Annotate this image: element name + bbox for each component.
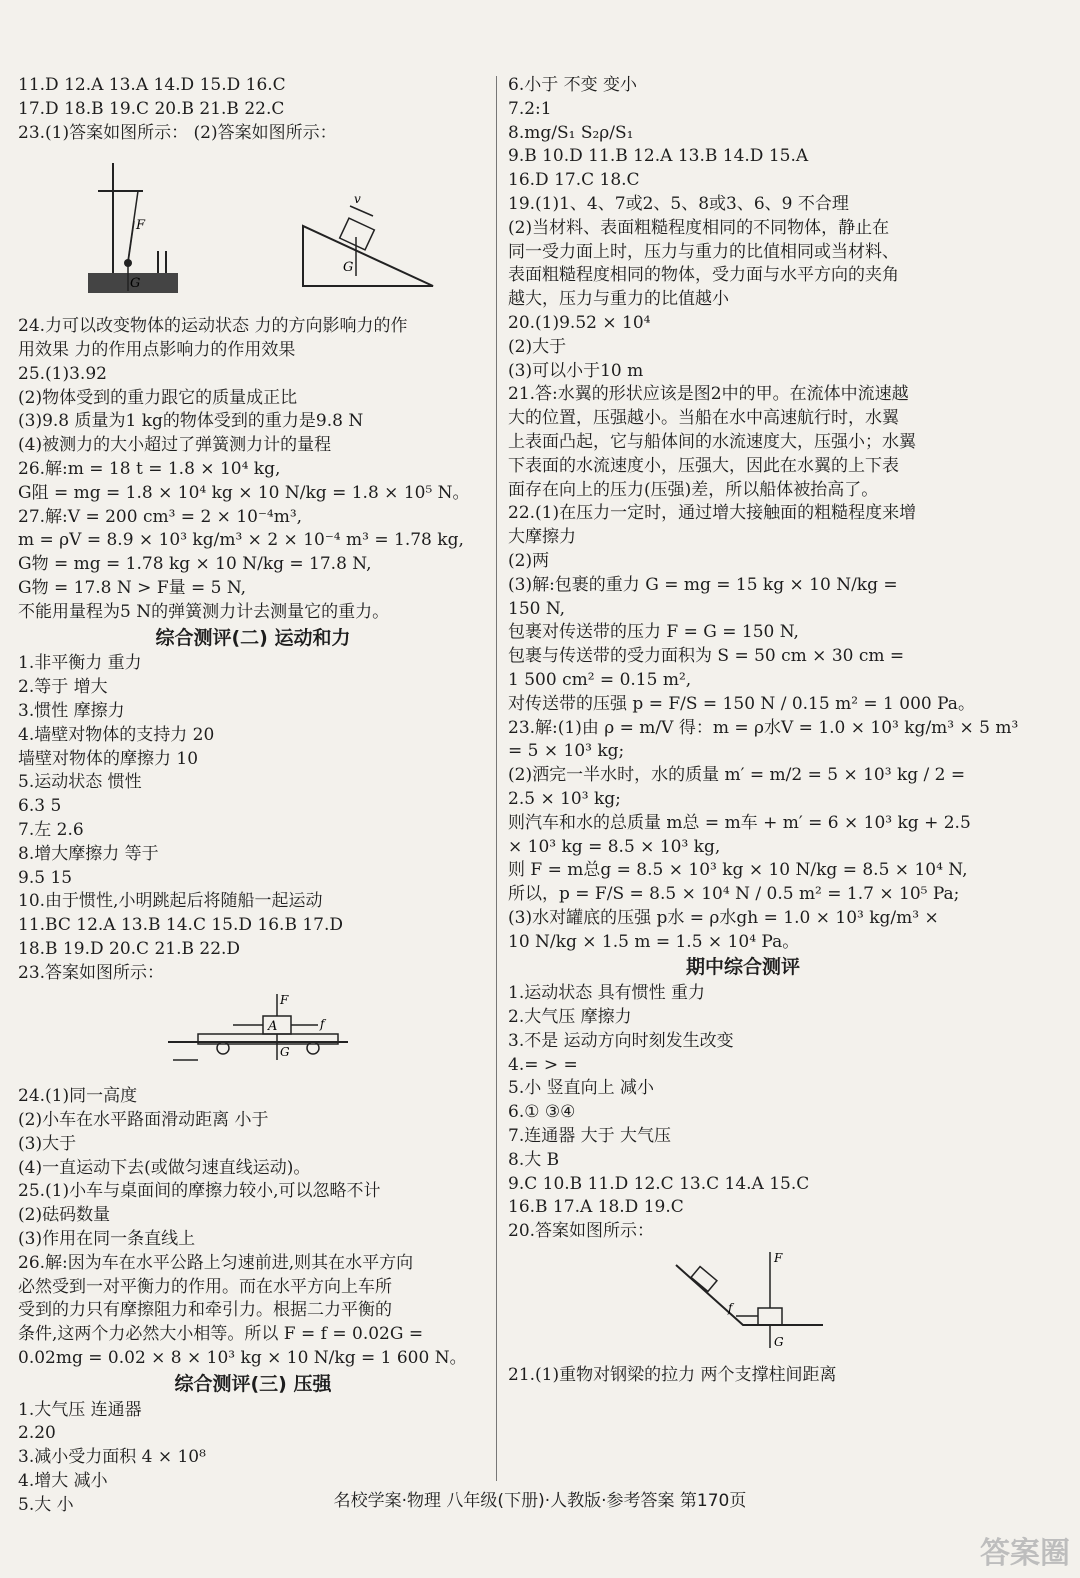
answer-line: 大摩擦力 <box>508 527 576 548</box>
answer-line: 11.D 12.A 13.A 14.D 15.D 16.C <box>18 75 286 95</box>
svg-text:f: f <box>728 1301 733 1316</box>
answer-line: (2)大于 <box>508 336 567 357</box>
answer-line: (2)洒完一半水时，水的质量 m′ = m/2 = 5 × 10³ kg / 2 = <box>508 765 966 786</box>
answer-line: (2)物体受到的重力跟它的质量成正比 <box>18 387 298 408</box>
answer-line: 则汽车和水的总质量 m总 = m车 + m′ = 6 × 10³ kg + 2.5 <box>508 812 971 833</box>
answer-line: 面存在向上的压力(压强)差，所以船体被抬高了。 <box>508 479 879 500</box>
answer-line: 18.B 19.D 20.C 21.B 22.D <box>18 938 241 959</box>
answer-line: 越大，压力与重力的比值越小 <box>508 289 729 310</box>
answer-line: G物 = 17.8 N > F量 = 5 N, <box>18 577 247 598</box>
answer-line: 23.解:(1)由 ρ = m/V 得：m = ρ水V = 1.0 × 10³ kg/m³ × 5 m³ <box>508 717 1019 738</box>
answer-line: 19.(1)1、4、7或2、5、8或3、6、9 不合理 <box>508 193 849 214</box>
answer-line: (3)解:包裹的重力 G = mg = 15 kg × 10 N/kg = <box>508 574 898 595</box>
svg-text:G: G <box>130 276 141 292</box>
answer-line: (3)水对罐底的压强 p水 = ρ水gh = 1.0 × 10³ kg/m³ × <box>508 907 939 928</box>
answer-line: 10.由于惯性,小明跳起后将随船一起运动 <box>18 891 323 912</box>
answer-line: 11.BC 12.A 13.B 14.C 15.D 16.B 17.D <box>18 915 344 936</box>
answer-line: 5.大 小 <box>18 1494 74 1515</box>
answer-line: 20.(1)9.52 × 10⁴ <box>508 312 651 333</box>
watermark-logo: 答案圈 <box>980 1536 1070 1571</box>
answer-line: 条件,这两个力必然大小相等。所以 F = f = 0.02G = <box>18 1324 424 1345</box>
answer-line: 22.(1)在压力一定时，通过增大接触面的粗糙程度来增 <box>508 503 917 524</box>
answer-line: G物 = mg = 1.78 kg × 10 N/kg = 17.8 N, <box>18 554 372 575</box>
answer-line: 24.(1)同一高度 <box>18 1086 138 1107</box>
answer-line: (2)砝码数量 <box>18 1205 111 1226</box>
answer-line: 上表面凸起，它与船体间的水流速度大，压强小；水翼 <box>508 431 916 452</box>
answer-line: 20.答案如图所示： <box>508 1221 655 1242</box>
answer-line: 表面粗糙程度相同的物体，受力面与水平方向的夹角 <box>508 265 899 286</box>
answer-line: 27.解:V = 200 cm³ = 2 × 10⁻⁴m³, <box>18 506 303 527</box>
answer-line: 25.(1)3.92 <box>18 363 107 384</box>
answer-line: 5.小 竖直向上 减小 <box>508 1078 655 1099</box>
column-divider <box>496 76 497 1481</box>
answer-line: 9.5 15 <box>18 867 73 888</box>
answer-line: 4.= > = <box>508 1054 578 1075</box>
answer-line: 1 500 cm² = 0.15 m², <box>508 669 692 690</box>
answer-line: 16.B 17.A 18.D 19.C <box>508 1197 684 1218</box>
svg-text:G: G <box>280 1044 290 1059</box>
answer-line: 下表面的水流速度小，压强大，因此在水翼的上下表 <box>508 455 899 476</box>
answer-line: 8.mg/S₁ S₂ρ/S₁ <box>508 122 634 143</box>
figure-cart-forces <box>18 992 488 1080</box>
svg-text:G: G <box>774 1335 784 1350</box>
answer-line: (2)两 <box>508 550 550 571</box>
answer-line: (3)大于 <box>18 1133 77 1154</box>
figure-23-diagrams <box>18 151 488 309</box>
section-title: 期中综合测评 <box>685 956 800 979</box>
svg-text:F: F <box>774 1251 783 1266</box>
section-title: 综合测评(二) 运动和力 <box>155 626 351 649</box>
page-footer: 名校学案·物理 八年级(下册)·人教版·参考答案 第170页 <box>333 1491 747 1511</box>
answer-line: 墙壁对物体的摩擦力 10 <box>18 748 199 769</box>
answer-line: 9.C 10.B 11.D 12.C 13.C 14.A 15.C <box>508 1173 810 1194</box>
answer-line: 2.等于 增大 <box>18 677 108 698</box>
answer-line: 对传送带的压强 p = F/S = 150 N / 0.15 m² = 1 000 Pa。 <box>508 693 975 714</box>
answer-line: 3.减小受力面积 4 × 10⁸ <box>18 1447 206 1468</box>
answer-line: 24.力可以改变物体的运动状态 力的方向影响力的作 <box>18 316 408 337</box>
answer-line: (4)被测力的大小超过了弹簧测力计的量程 <box>18 435 332 456</box>
answer-line: 则 F = m总g = 8.5 × 10³ kg × 10 N/kg = 8.5 × 10⁴ N, <box>508 860 968 881</box>
answer-line: 6.3 5 <box>18 796 62 817</box>
section-title: 综合测评(三) 压强 <box>174 1372 332 1395</box>
answer-line: 7.连通器 大于 大气压 <box>508 1126 672 1147</box>
answer-line: 1.大气压 连通器 <box>18 1399 142 1420</box>
answer-line: 5.运动状态 惯性 <box>18 772 142 793</box>
answer-line: 包裹与传送带的受力面积为 S = 50 cm × 30 cm = <box>508 646 905 667</box>
svg-text:f: f <box>320 1016 325 1031</box>
answer-line: 21.(1)重物对钢梁的拉力 两个支撑柱间距离 <box>508 1364 837 1385</box>
answer-line: 0.02mg = 0.02 × 8 × 10³ kg × 10 N/kg = 1 600 N。 <box>18 1348 467 1369</box>
answer-line: 1.运动状态 具有惯性 重力 <box>508 983 706 1004</box>
answer-line: 不能用量程为5 N的弹簧测力计去测量它的重力。 <box>18 601 390 622</box>
answer-line: 所以，p = F/S = 8.5 × 10⁴ N / 0.5 m² = 1.7 × 10⁵ Pa; <box>508 884 960 905</box>
answer-line: 21.答:水翼的形状应该是图2中的甲。在流体中流速越 <box>508 384 909 405</box>
answer-line: 3.不是 运动方向时刻发生改变 <box>508 1030 734 1051</box>
answer-line: 3.惯性 摩擦力 <box>18 700 125 721</box>
answer-line: 7.2:1 <box>508 98 552 119</box>
answer-line: 8.大 B <box>508 1149 560 1170</box>
svg-text:A: A <box>268 1018 278 1034</box>
answer-line: (3)9.8 质量为1 kg的物体受到的重力是9.8 N <box>18 411 364 432</box>
svg-text:v: v <box>354 192 361 207</box>
answer-line: (2)当材料、表面粗糙程度相同的不同物体，静止在 <box>508 217 890 238</box>
answer-line: 17.D 18.B 19.C 20.B 21.B 22.C <box>18 98 285 119</box>
figure-20-incline-forces <box>508 1250 978 1358</box>
answer-line: (3)可以小于10 m <box>508 360 644 381</box>
answer-line: 同一受力面上时，压力与重力的比值相同或当材料、 <box>508 241 899 262</box>
answer-line: 10 N/kg × 1.5 m = 1.5 × 10⁴ Pa。 <box>508 931 800 952</box>
answer-line: 23.(1)答案如图所示： (2)答案如图所示： <box>18 122 337 143</box>
answer-line: 必然受到一对平衡力的作用。而在水平方向上车所 <box>18 1276 392 1297</box>
answer-line: 16.D 17.C 18.C <box>508 170 640 191</box>
answer-line: 9.B 10.D 11.B 12.A 13.B 14.D 15.A <box>508 146 809 167</box>
answer-line: m = ρV = 8.9 × 10³ kg/m³ × 2 × 10⁻⁴ m³ = 1.78 kg, <box>18 530 464 551</box>
answer-line: G阻 = mg = 1.8 × 10⁴ kg × 10 N/kg = 1.8 × 10⁵ N。 <box>18 482 470 503</box>
answer-line: 25.(1)小车与桌面间的摩擦力较小,可以忽略不计 <box>18 1181 381 1202</box>
answer-line: (2)小车在水平路面滑动距离 小于 <box>18 1110 269 1131</box>
answer-line: 2.大气压 摩擦力 <box>508 1007 632 1028</box>
answer-line: 1.非平衡力 重力 <box>18 653 142 674</box>
incline <box>303 226 433 286</box>
answer-line: 包裹对传送带的压力 F = G = 150 N, <box>508 622 799 643</box>
svg-text:F: F <box>280 992 289 1007</box>
answer-line: 6.小于 不变 变小 <box>508 75 638 95</box>
answer-line: 受到的力只有摩擦阻力和牵引力。根据二力平衡的 <box>18 1300 392 1321</box>
answer-line: 2.20 <box>18 1423 56 1444</box>
answer-line: (4)一直运动下去(或做匀速直线运动)。 <box>18 1157 311 1178</box>
left-column <box>18 74 488 1518</box>
answer-line: 6.① ③④ <box>508 1102 576 1123</box>
answer-line: 26.解:m = 18 t = 1.8 × 10⁴ kg, <box>18 458 281 479</box>
svg-text:F: F <box>136 218 146 234</box>
answer-line: (3)作用在同一条直线上 <box>18 1229 196 1250</box>
answer-line: 150 N, <box>508 598 566 619</box>
answer-line: 7.左 2.6 <box>18 819 84 840</box>
answer-line: 4.墙壁对物体的支持力 20 <box>18 724 215 745</box>
answer-line: 23.答案如图所示： <box>18 962 165 983</box>
answer-line: 8.增大摩擦力 等于 <box>18 843 159 864</box>
answer-line: × 10³ kg = 8.5 × 10³ kg, <box>508 836 721 857</box>
answer-line: = 5 × 10³ kg; <box>508 741 625 762</box>
right-column <box>508 74 1019 1388</box>
answer-line: 大的位置，压强越小。当船在水中高速航行时，水翼 <box>508 408 899 429</box>
answer-line: 2.5 × 10³ kg; <box>508 788 621 809</box>
answer-line: 4.增大 减小 <box>18 1471 108 1492</box>
answer-line: 26.解:因为车在水平公路上匀速前进,则其在水平方向 <box>18 1252 414 1273</box>
svg-text:G: G <box>343 260 354 276</box>
answer-line: 用效果 力的作用点影响力的作用效果 <box>18 339 296 360</box>
